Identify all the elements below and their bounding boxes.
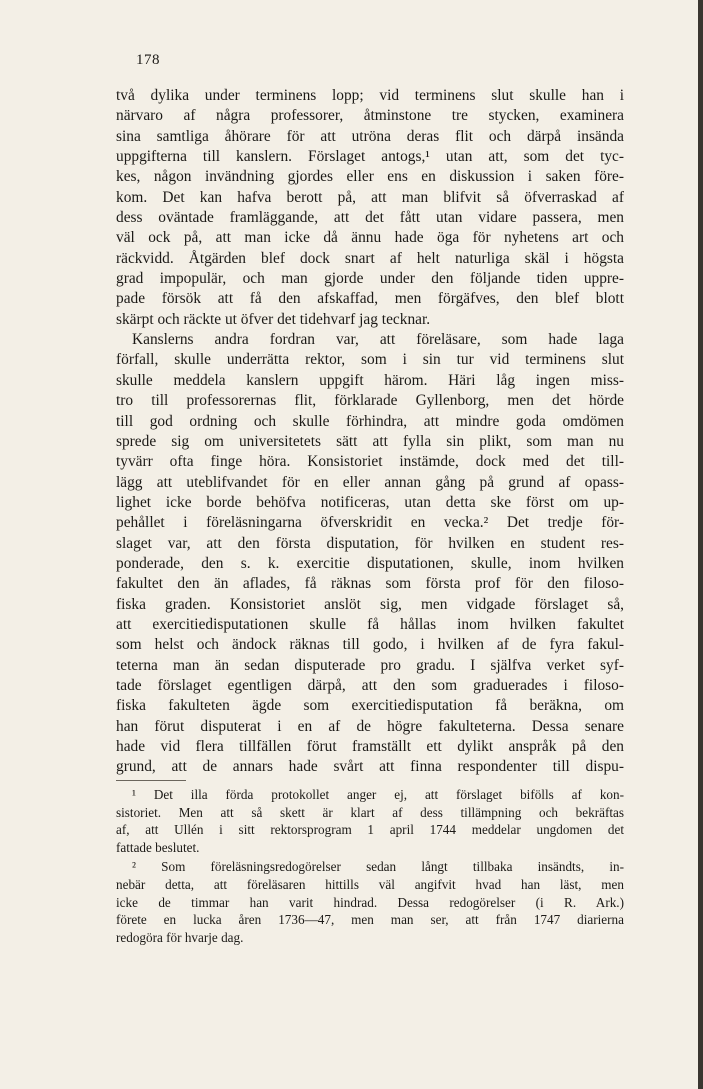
body-line: fiska graden. Konsistoriet anslöt sig, men vidgade förslaget så, bbox=[116, 595, 624, 613]
body-line: tyvärr ofta finge höra. Konsistoriet instämde, dock med det till- bbox=[116, 453, 624, 471]
body-line: fakultet den än aflades, få räknas som första prof för den filoso- bbox=[116, 575, 624, 593]
body-line: skärpt och räckte ut öfver det tidehvarf jag tecknar. bbox=[116, 310, 431, 328]
page-number: 178 bbox=[136, 52, 160, 68]
body-line: grund, att de annars hade svårt att finna respondenter till dispu- bbox=[116, 758, 624, 776]
body-line: sina samtliga åhörare för att utröna deras flit och därpå insända bbox=[116, 127, 624, 145]
footnote-line: icke de timmar han varit hindrad. Dessa redogörelser (i R. Ark.) bbox=[116, 894, 624, 910]
body-line: förfall, skulle underrätta rektor, som i sin tur vid terminens slut bbox=[116, 351, 624, 369]
body-line: teterna man än sedan disputerade pro gradu. I själfva verket syf- bbox=[116, 656, 624, 674]
footnote-separator bbox=[116, 780, 186, 781]
body-line: kom. Det kan hafva berott på, att man blifvit så öfverraskad af bbox=[116, 188, 624, 206]
body-line: slaget var, att den första disputation, för hvilken en student res- bbox=[116, 534, 624, 552]
body-line: till god ordning och skulle förhindra, att mindre goda omdömen bbox=[116, 412, 624, 430]
body-line: Kanslerns andra fordran var, att föreläsare, som hade laga bbox=[132, 331, 624, 349]
body-line: skulle meddela kanslern uppgift härom. Häri låg ingen miss- bbox=[116, 371, 624, 389]
body-text bbox=[116, 86, 624, 778]
body-line: uppgifterna till kanslern. Förslaget antogs,¹ utan att, som det tyc- bbox=[116, 148, 624, 166]
body-line: lägg att uteblifvandet för en eller annan gång på grund af opass- bbox=[116, 473, 624, 491]
body-line: pade försök att få den afskaffad, men förgäfves, den blef blott bbox=[116, 290, 624, 308]
footnotes bbox=[116, 786, 624, 946]
footnote-line: sistoriet. Men att så skett är klart af dess tillämpning och bekräftas bbox=[116, 804, 624, 820]
body-line: fiska fakulteten ägde som exercitiedisputation få beräkna, om bbox=[116, 697, 624, 715]
footnote-line: nebär detta, att föreläsaren hittills väl angifvit hvad han läst, men bbox=[116, 876, 624, 892]
footnote-line: förete en lucka åren 1736—47, men man ser, att från 1747 diarierna bbox=[116, 912, 624, 928]
body-line: dess oväntade framläggande, att det fått utan vidare passera, men bbox=[116, 209, 624, 227]
body-line: tro till professorernas flit, förklarade Gyllenborg, men det hörde bbox=[116, 392, 624, 410]
body-line: ponderade, den s. k. exercitie disputationen, skulle, inom hvilken bbox=[116, 554, 624, 572]
body-line: väl ock på, att man icke då ännu hade öga för nyhetens art och bbox=[116, 229, 624, 247]
body-line: sprede sig om universitetets sätt att fylla sin plikt, som man nu bbox=[116, 432, 624, 450]
body-line: kes, någon invändning gjordes eller ens en diskussion i saken före- bbox=[116, 168, 624, 186]
body-line: lighet icke borde behöfva notificeras, utan detta ske först om up- bbox=[116, 493, 624, 511]
body-line: pehållet i föreläsningarna öfverskridit en vecka.² Det tredje för- bbox=[116, 514, 624, 532]
body-line: närvaro af några professorer, åtminstone tre stycken, examinera bbox=[116, 107, 624, 125]
body-line: att exercitiedisputationen skulle få hållas inom hvilken fakultet bbox=[116, 615, 624, 633]
page-edge bbox=[698, 0, 703, 1089]
body-line: grad impopulär, och man gjorde under den följande tiden uppre- bbox=[116, 270, 624, 288]
footnote-line: af, att Ullén i sitt rektorsprogram 1 april 1744 meddelar ungdomen det bbox=[116, 822, 624, 838]
body-line: han förut disputerat i en af de högre fakulteterna. Dessa senare bbox=[116, 717, 624, 735]
body-line: som helst och ändock räknas till godo, i hvilken af de fyra fakul- bbox=[116, 636, 624, 654]
body-line: tade förslaget egentligen därpå, att den som graduerades i filoso- bbox=[116, 676, 624, 694]
footnote-line: fattade beslutet. bbox=[116, 839, 200, 855]
footnote-line: redogöra för hvarje dag. bbox=[116, 929, 244, 945]
footnote-line: ¹ Det illa förda protokollet anger ej, att förslaget bifölls af kon- bbox=[132, 787, 624, 802]
footnote-line: ² Som föreläsningsredogörelser sedan långt tillbaka insändts, in- bbox=[132, 859, 624, 875]
body-line: hade vid flera tillfällen förut framställt ett dylikt anspråk på den bbox=[116, 738, 624, 755]
body-line: räckvidd. Åtgärden blef dock snart af helt naturliga skäl i högsta bbox=[116, 249, 624, 267]
body-line: två dylika under terminens lopp; vid terminens slut skulle han i bbox=[116, 87, 624, 104]
